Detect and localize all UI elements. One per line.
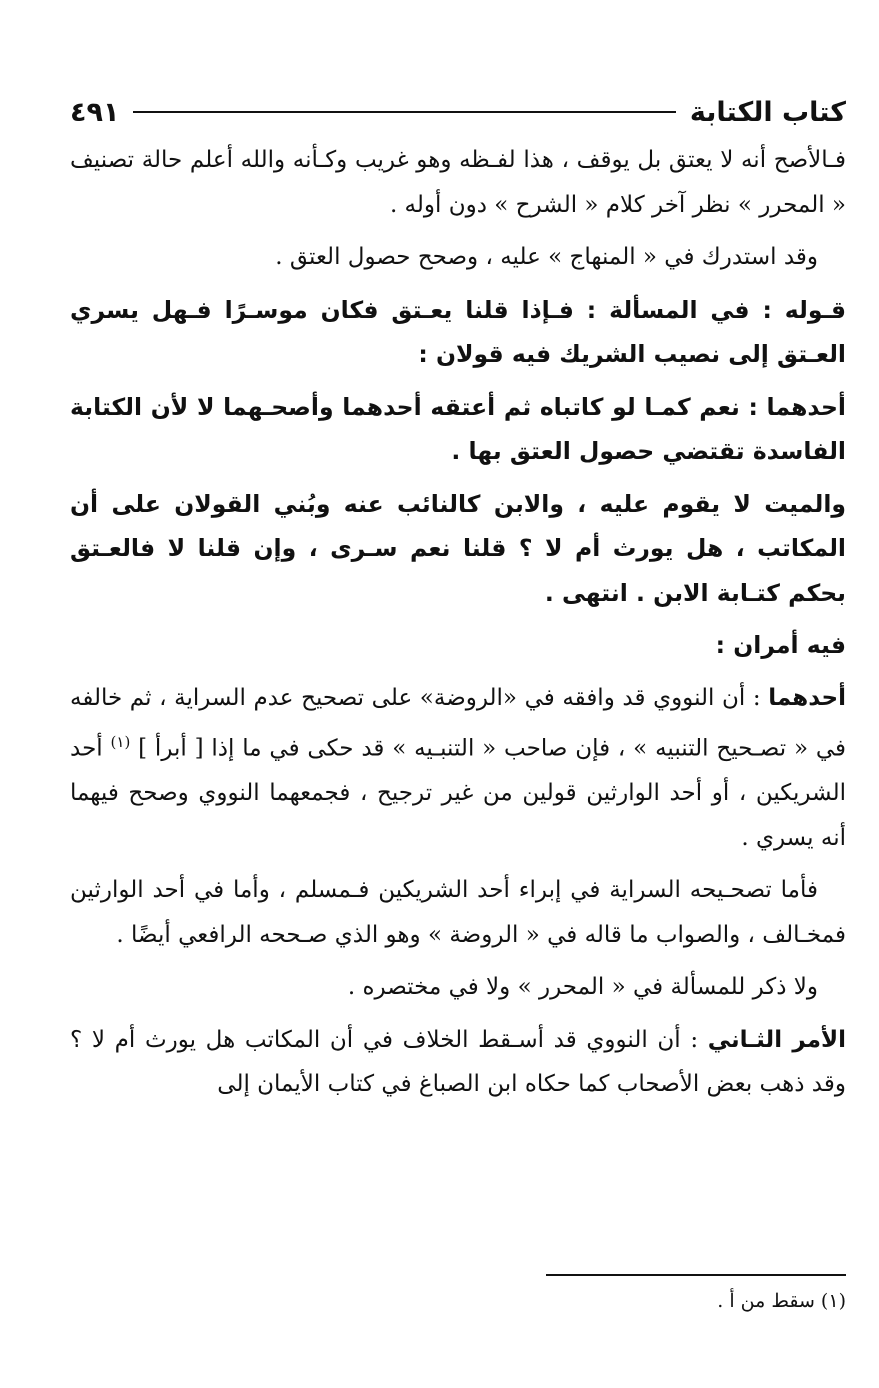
footnote-marker[interactable]: (١): [110, 733, 131, 751]
page: [70, 86, 846, 1376]
paragraph-10: [70, 1018, 846, 1107]
running-header: [70, 86, 846, 138]
paragraph-7-text-a: : أن النووي قد وافقه في «الروضة» على تصحيح عدم السراية ، ثم خالفه في « تصـحيح التنبيه » ، فإن صاحب « التنبـيه » قد حكى في ما إذا [ أبرأ ]: [70, 684, 847, 762]
paragraph-6: فيه أمران :: [715, 631, 846, 659]
paragraph-7: [70, 676, 846, 861]
running-title: كتاب الكتابة: [689, 96, 846, 128]
paragraph-7-lead: أحدهما: [768, 684, 846, 711]
paragraph-9: ولا ذكر للمسألة في « المحرر » ولا في مختصره .: [347, 974, 818, 1001]
paragraph-10-lead: الأمر الثـاني: [707, 1026, 846, 1053]
paragraph-5: والميت لا يقوم عليه ، والابن كالنائب عنه وبُني القولان على أن المكاتب ، هل يورث أم لا ؟ قلنا نعم سـرى ، وإن قلنا لا فالعـتق بحكم كتـابة الابن . انتهى .: [70, 489, 846, 607]
paragraph-1: فـالأصح أنه لا يعتق بل يوقف ، هذا لفـظه وهو غريب وكـأنه والله أعلم حالة تصنيف « المحرر » نظر آخر كلام « الشرح » دون أوله .: [70, 147, 846, 218]
header-rule: [133, 111, 675, 113]
footnote-rule: [546, 1274, 846, 1276]
paragraph-4: أحدهما : نعم كمـا لو كاتباه ثم أعتقه أحدهما وأصحـهما لا لأن الكتابة الفاسدة تقتضي حصول العتق بها .: [70, 392, 846, 465]
paragraph-8: فأما تصحـيحه السراية في إبراء أحد الشريكين فـمسلم ، وأما في أحد الوارثين فمخـالف ، والصواب ما قاله في « الروضة » وهو الذي صـححه الرافعي أيضًا .: [70, 877, 846, 948]
paragraph-3: قـوله : في المسألة : فـإذا قلنا يعـتق فكان موسـرًا فـهل يسري العـتق إلى نصيب الشريك فيه قولان :: [70, 295, 846, 368]
page-number: ٤٩١: [70, 96, 120, 128]
paragraph-2: وقد استدرك في « المنهاج » عليه ، وصحح حصول العتق .: [275, 244, 818, 270]
footnote: (١) سقط من أ .: [717, 1290, 846, 1312]
paragraph-10-text: : أن النووي قد أسـقط الخلاف في أن المكاتب هل يورث أم لا ؟ وقد ذهب بعض الأصحاب كما حكاه ابن الصباغ في كتاب الأيمان إلى: [70, 1026, 846, 1098]
paragraph-7-text-b: أحد الشريكين ، أو أحد الوارثين قولين من غير ترجيح ، فجمعهما النووي وصحح فيهما أنه يسري .: [70, 735, 846, 851]
